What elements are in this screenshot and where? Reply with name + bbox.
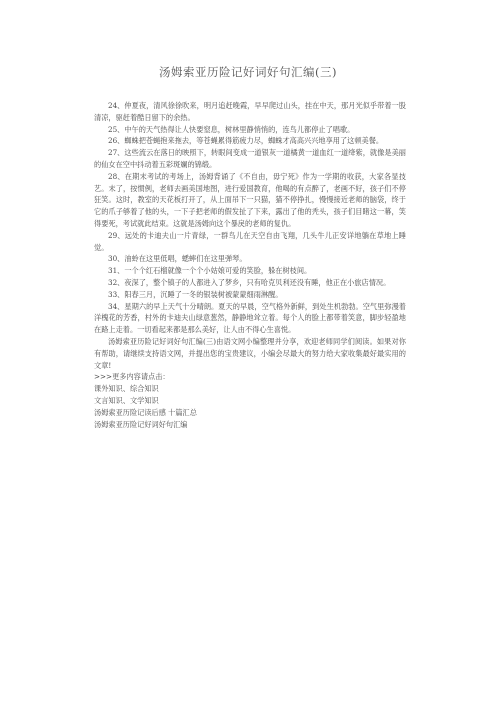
paragraph-34: 34、星期六的早上天气十分晴朗。夏天的早晨，空气格外新鲜，到处生机勃勃。空气里弥漫着洋槐花的芳香，村外的卡迪夫山绿意葱然，静静地耸立着。每个人的脸上都带着笑意，脚步轻盈地在路上走着。一切看起来都是那么美好，让人由不得心生喜悦。 xyxy=(94,301,406,335)
paragraph-25: 25、中午的天气热得让人快要窒息，树林里静悄悄的，连鸟儿都停止了唱歌。 xyxy=(108,124,355,134)
page-title: 汤姆索亚历险记好词好句汇编(三) xyxy=(159,65,337,79)
more-content-label: >>>更多内容请点击： xyxy=(94,372,170,382)
paragraph-30: 30、油蛉在这里低唱，蟋蟀们在这里弹琴。 xyxy=(108,254,247,264)
link-classical-literature-knowledge[interactable]: 文言知识、文学知识 xyxy=(94,395,159,405)
related-links xyxy=(94,371,406,430)
paragraph-27: 27、这些流云在落日的映照下，转眼间变成一道银灰一道橘黄一道血红一道绛紫，就像是美丽的仙女在空中抖动着五彩斑斓的锦缎。 xyxy=(94,148,406,169)
link-book-reviews[interactable]: 汤姆索亚历险记读后感 十篇汇总 xyxy=(94,407,197,417)
paragraph-32: 32、夜深了，整个镇子的人都进入了梦乡，只有哈克贝利还没有睡，他正在小旅店情况。 xyxy=(108,277,391,287)
link-good-words-sentences[interactable]: 汤姆索亚历险记好词好句汇编 xyxy=(94,419,188,429)
document-body xyxy=(94,100,406,430)
paragraph-26: 26、蜘蛛把苍蝇抱来拖去，等苍蝇累得筋疲力尽，蜘蛛才高高兴兴地享用了这顿美餐。 xyxy=(108,136,384,146)
closing-note: 汤姆索亚历险记好词好句汇编(三)由语文网小编整理并分享，欢迎老师同学们阅读。如果对你有帮助，请继续支持语文网，并提出您的宝贵建议，小编会尽最大的努力给大家收集最好最实用的文章! xyxy=(94,336,406,370)
paragraph-31: 31、一个个红石榴就像一个个小姑娘可爱的笑脸，躲在树枝间。 xyxy=(108,266,312,276)
paragraph-33: 33、阳春三月，沉睡了一冬的银装树被蒙蒙细雨淋醒。 xyxy=(108,289,283,299)
paragraph-29: 29、远处的卡迪夫山一片青绿，一群鸟儿在天空自由飞翔，几头牛儿正安详地躺在草地上睡觉。 xyxy=(94,230,406,252)
link-extracurricular-knowledge[interactable]: 课外知识、综合知识 xyxy=(94,384,159,394)
paragraph-28: 28、在期末考试的考场上，汤姆背诵了《不自由，毋宁死》作为一学期的收获，大家各显技艺。末了，按惯例，老师去画美国地图，进行爱国教育，他喝的有点醉了，老画不好，孩子们不停狂笑。这时，教室的天花板打开了，从上面吊下一只猫，猫不停挣扎，慢慢接近老师的脑袋，终于它的爪子够着了他的头，一下子把老师的假发扯了下来，露出了他的秃头，孩子们目睹这一幕，笑得要死，考试就此结束。这就是汤姆向这个暴戾的老师的复仇。 xyxy=(94,171,406,228)
paragraph-24: 24、仲夏夜，清风徐徐吹来，明月追赶晚霞，早早爬过山头，挂在中天，那月光似乎带着一股清凉，驱赶着酷日留下的余热。 xyxy=(94,101,406,122)
